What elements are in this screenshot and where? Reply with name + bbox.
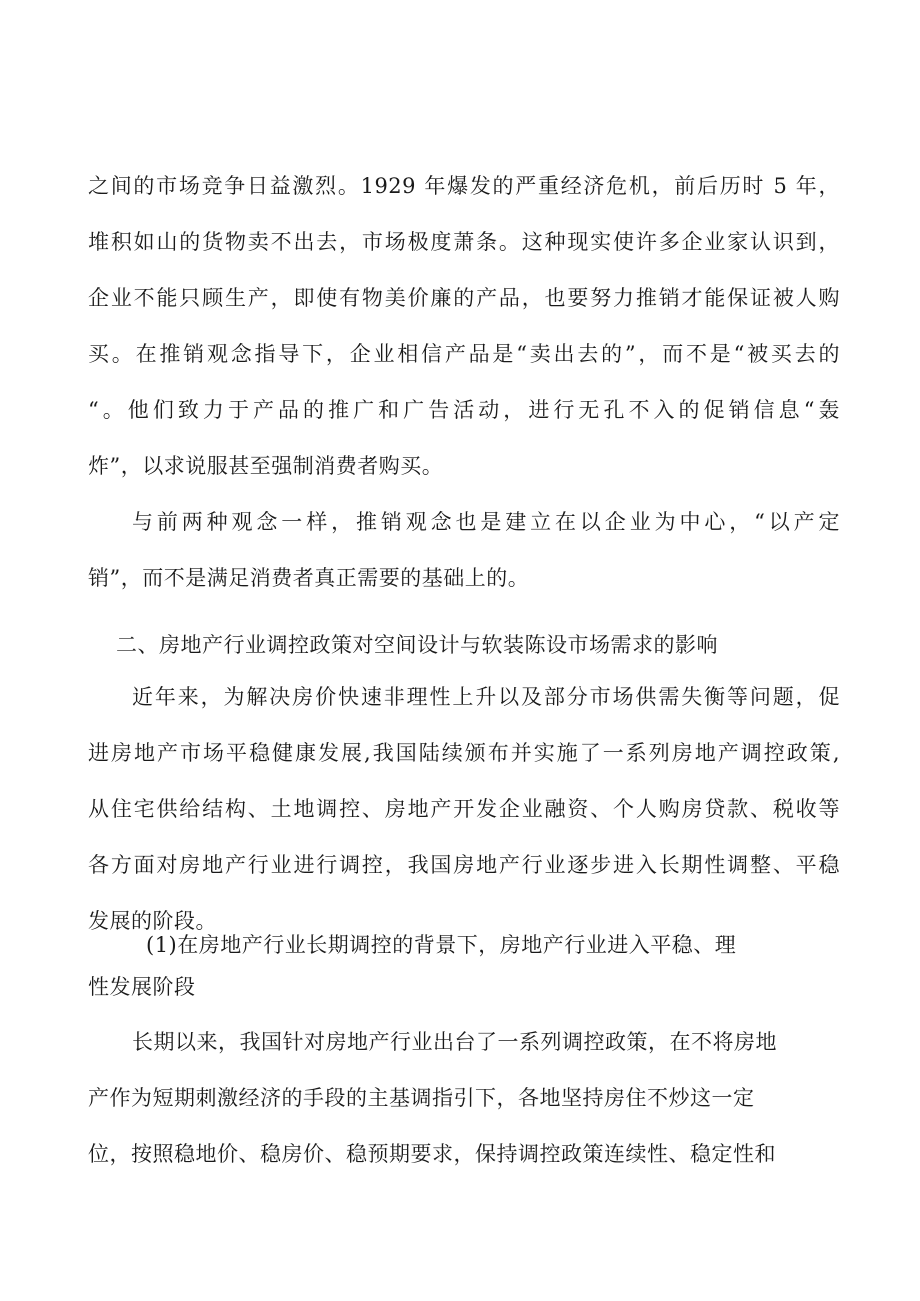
body-text-line: 各方面对房地产行业进行调控，我国房地产行业逐步进入长期性调整、平稳 xyxy=(88,853,840,877)
body-text-line: 之间的市场竞争日益激烈。1929 年爆发的严重经济危机，前后历时 5 年， xyxy=(88,174,840,198)
body-text-line: 发展的阶段。 xyxy=(88,909,217,933)
body-text-line: 企业不能只顾生产，即使有物美价廉的产品，也要努力推销才能保证被人购 xyxy=(88,286,840,310)
body-text-line: 进房地产市场平稳健康发展,我国陆续颁布并实施了一系列房地产调控政策, xyxy=(88,741,840,765)
body-text-line: 与前两种观念一样，推销观念也是建立在以企业为中心，“以产定 xyxy=(132,510,840,534)
body-text-line: “。他们致力于产品的推广和广告活动，进行无孔不入的促销信息“轰 xyxy=(88,398,840,422)
body-text-line: 从住宅供给结构、土地调控、房地产开发企业融资、个人购房贷款、税收等 xyxy=(88,797,840,821)
section-heading: 二、房地产行业调控政策对空间设计与软装陈设市场需求的影响 xyxy=(116,633,718,657)
body-text-line: 堆积如山的货物卖不出去，市场极度萧条。这种现实使许多企业家认识到， xyxy=(88,230,840,254)
body-text-line: 销”，而不是满足消费者真正需要的基础上的。 xyxy=(88,566,530,590)
body-text-line: 位，按照稳地价、稳房价、稳预期要求，保持调控政策连续性、稳定性和 xyxy=(88,1142,776,1166)
subsection-heading-cont: 性发展阶段 xyxy=(88,975,196,999)
body-text-line: 炸”，以求说服甚至强制消费者购买。 xyxy=(88,454,444,478)
body-text-line: 长期以来，我国针对房地产行业出台了一系列调控政策，在不将房地 xyxy=(132,1030,777,1054)
body-text-line: 买。在推销观念指导下，企业相信产品是“卖出去的”，而不是“被买去的 xyxy=(88,342,840,366)
body-text-line: 产作为短期刺激经济的手段的主基调指引下，各地坚持房住不炒这一定 xyxy=(88,1086,755,1110)
body-text-line: 近年来，为解决房价快速非理性上升以及部分市场供需失衡等问题，促 xyxy=(132,685,840,709)
subsection-heading: (1)在房地产行业长期调控的背景下，房地产行业进入平稳、理 xyxy=(146,933,737,957)
